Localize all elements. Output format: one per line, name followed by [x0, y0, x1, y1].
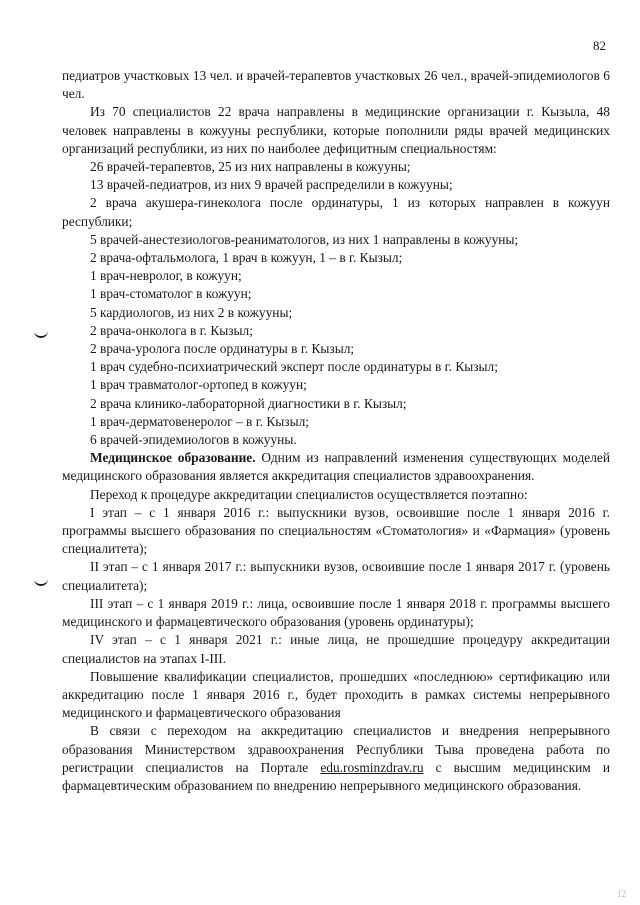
margin-check-mark: [34, 328, 48, 338]
portal-text-after: с высшим медицинским и фармацевтическим образованием по внедрению непрерывного медицинского образования.: [62, 759, 610, 793]
list-item: 13 врачей-педиатров, из них 9 врачей распределили в кожууны;: [90, 177, 453, 193]
education-text: Одним из направлений изменения существующих моделей медицинского образования является аккредитация специалистов здравоохранения.: [62, 450, 610, 484]
list-item: 2 врача-офтальмолога, 1 врач в кожуун, 1 – в г. Кызыл;: [90, 250, 403, 266]
list-item: 1 врач-дерматовенеролог – в г. Кызыл;: [90, 413, 309, 429]
stage-item: IV этап – с 1 января 2021 г.: иные лица, не прошедшие процедуру аккредитации специалистов на этапах I-III.: [62, 632, 610, 666]
portal-paragraph: [62, 722, 610, 795]
list-item: 5 кардиологов, из них 2 в кожууны;: [90, 304, 293, 320]
portal-text-before: В связи с переходом на аккредитацию специалистов и внедрения непрерывного образования Министерством здравоохранения Республики Тыва проведена работа по регистрации специалистов на Портале: [62, 723, 610, 775]
list-item: 2 врача клинико-лабораторной диагностики в г. Кызыл;: [90, 395, 407, 411]
accreditation-transition: Переход к процедуре аккредитации специалистов осуществляется поэтапно:: [90, 486, 528, 502]
list-item: 5 врачей-анестезиологов-реаниматологов, из них 1 направлены в кожууны;: [90, 231, 519, 247]
list-item: 1 врач-стоматолог в кожуун;: [90, 286, 252, 302]
list-item: 26 врачей-терапевтов, 25 из них направлены в кожууны;: [90, 159, 411, 175]
list-item: 2 врача-онколога в г. Кызыл;: [90, 322, 253, 338]
list-item: 1 врач-невролог, в кожуун;: [90, 268, 242, 284]
accreditation-stages: [62, 504, 610, 668]
page-number: 82: [593, 38, 606, 53]
specialists-list: [62, 158, 610, 449]
footer-mark: 12: [617, 889, 626, 899]
stage-item: III этап – с 1 января 2019 г.: лица, освоившие после 1 января 2018 г. программы высшего медицинского и фармацевтического образования (уровень ординатуры);: [62, 595, 610, 630]
section-heading: Медицинское образование.: [90, 450, 256, 466]
list-item: 6 врачей-эпидемиологов в кожууны.: [90, 432, 297, 448]
list-item: 2 врача-уролога после ординатуры в г. Кызыл;: [90, 341, 355, 357]
qualification-paragraph: Повышение квалификации специалистов, прошедших «последнюю» сертификацию или аккредитацию после 1 января 2016 г., будет проходить в рамках системы непрерывного медицинского и фармацевтического образования: [62, 668, 610, 721]
document-body: [62, 67, 610, 795]
intro-distribution: Из 70 специалистов 22 врача направлены в медицинские организации г. Кызыла, 48 человек направлены в кожууны республики, которые пополнили ряды врачей медицинских организаций республики, из них по наиболее дефицитным специальностям:: [62, 104, 610, 156]
list-item: 2 врача акушера-гинеколога после ординатуры, 1 из которых направлен в кожуун республики;: [62, 195, 610, 229]
margin-check-mark: [34, 576, 48, 586]
stage-item: II этап – с 1 января 2017 г.: выпускники вузов, освоившие после 1 января 2017 г. (уровень специалитета);: [62, 559, 610, 593]
stage-item: I этап – с 1 января 2016 г.: выпускники вузов, освоившие после 1 января 2016 г. программы высшего образования по специальностям «Стоматология» и «Фармация» (уровень специалитета);: [62, 504, 610, 557]
list-item: 1 врач судебно-психиатрический эксперт после ординатуры в г. Кызыл;: [90, 359, 498, 375]
education-paragraph: [62, 449, 610, 485]
portal-link[interactable]: edu.rosminzdrav.ru: [320, 759, 424, 775]
intro-continuation: педиатров участковых 13 чел. и врачей-терапевтов участковых 26 чел., врачей-эпидемиологов 6 чел.: [62, 68, 610, 102]
list-item: 1 врач травматолог-ортопед в кожуун;: [90, 377, 307, 393]
